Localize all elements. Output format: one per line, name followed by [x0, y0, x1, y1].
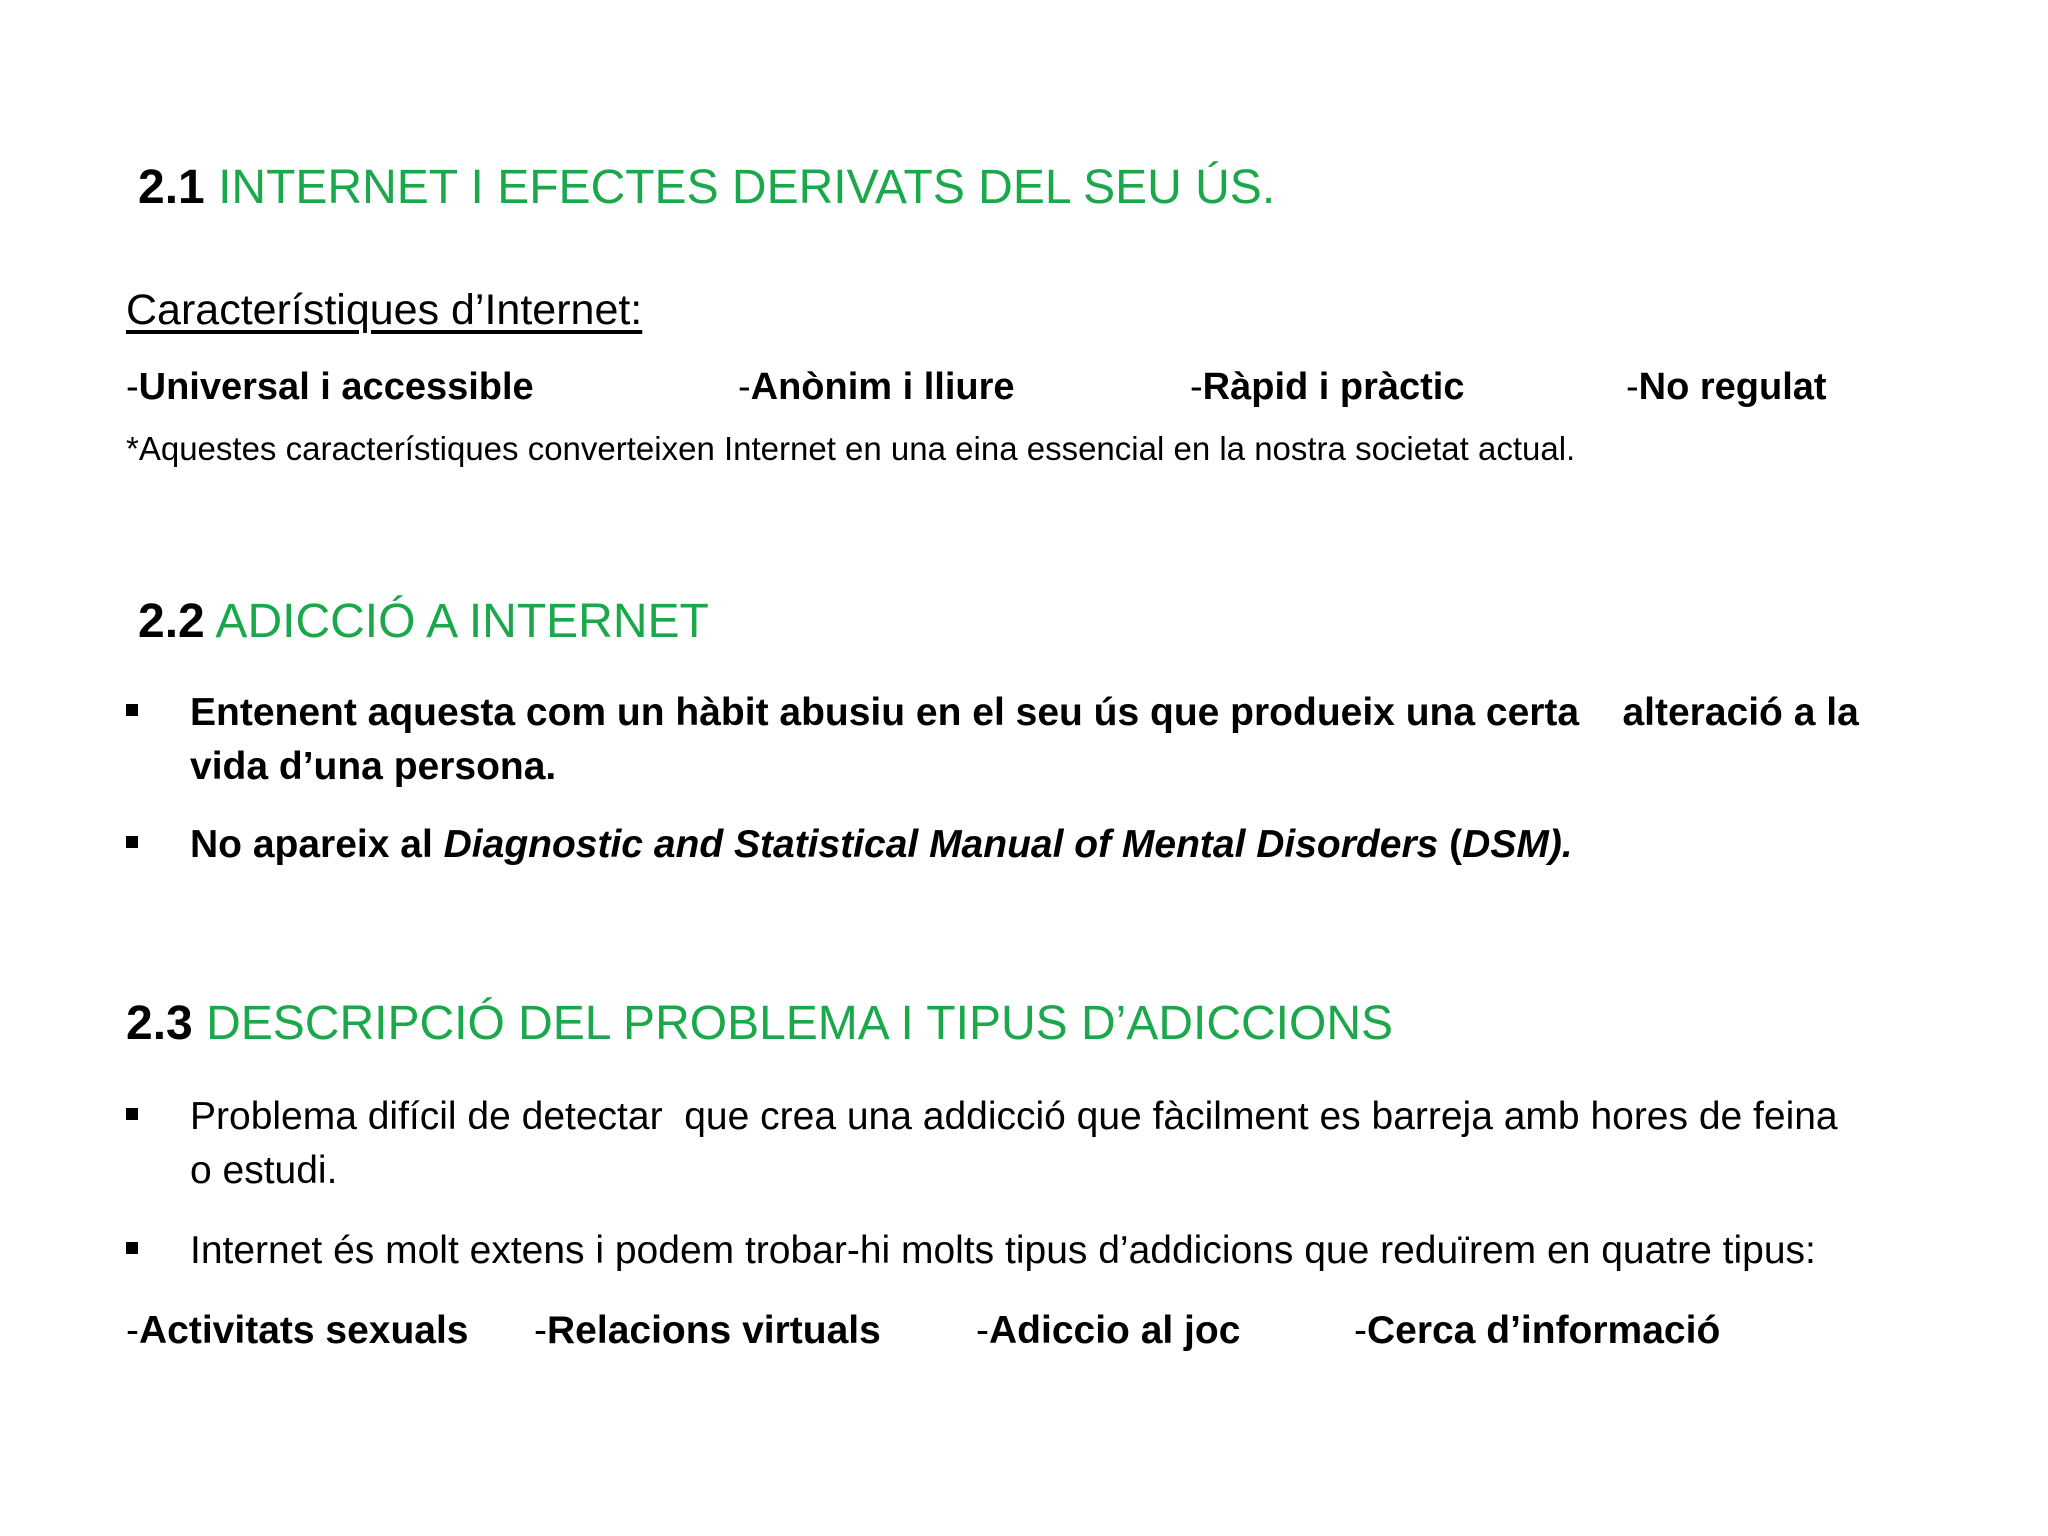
- list-item: [126, 1090, 1966, 1200]
- bullet-marker-icon: [126, 1242, 138, 1254]
- addiction-type-item: [1354, 1308, 1720, 1354]
- dash: -: [1354, 1309, 1367, 1352]
- dash: -: [1190, 366, 1203, 408]
- addiction-type-label: Adiccio al joc: [989, 1309, 1241, 1352]
- characteristic-label: No regulat: [1638, 366, 1827, 408]
- section-number: 2.1: [138, 161, 205, 214]
- bullet-marker-icon: [126, 1108, 138, 1120]
- addiction-type-label: Activitats sexuals: [139, 1309, 469, 1352]
- paren-open: (: [1438, 823, 1463, 866]
- section-title: INTERNET I EFECTES DERIVATS DEL SEU ÚS.: [218, 161, 1276, 214]
- bullet-text: Internet és molt extens i podem trobar-hi molts tipus d’addicions que reduïrem en quatre tipus:: [190, 1229, 1816, 1272]
- list-item: [126, 686, 1966, 796]
- bullet-line: Problema difícil de detectar que crea una addicció que fàcilment es barreja amb hores de feina: [190, 1095, 1838, 1138]
- characteristic-item: [1190, 364, 1465, 410]
- dash: -: [126, 366, 139, 408]
- dash: -: [1626, 366, 1639, 408]
- manual-abbreviation: DSM).: [1462, 823, 1573, 866]
- section-heading-2-2: [138, 594, 709, 650]
- dash: -: [976, 1309, 989, 1352]
- section-title: DESCRIPCIÓ DEL PROBLEMA I TIPUS D’ADICCIONS: [206, 997, 1393, 1050]
- section-number: 2.3: [126, 997, 193, 1050]
- bullet-line: Entenent aquesta com un hàbit abusiu en el seu ús que produeix una certa alteració a la: [190, 691, 1859, 734]
- list-item: [126, 818, 1966, 874]
- characteristics-subtitle: Característiques d’Internet:: [126, 286, 643, 334]
- bullet-line: o estudi.: [190, 1149, 338, 1192]
- dash: -: [534, 1309, 547, 1352]
- section-heading-2-1: [138, 160, 1275, 216]
- section-number: 2.2: [138, 595, 205, 648]
- bullet-text: [190, 686, 2048, 794]
- bullet-prefix: No apareix al: [190, 823, 444, 866]
- characteristic-label: Universal i accessible: [138, 366, 534, 408]
- bullet-marker-icon: [126, 704, 138, 716]
- characteristic-label: Anònim i lliure: [750, 366, 1015, 408]
- bullet-line: vida d’una persona.: [190, 745, 557, 788]
- characteristic-item: [738, 364, 1015, 410]
- characteristic-item: [1626, 364, 1827, 410]
- manual-title: Diagnostic and Statistical Manual of Mental Disorders: [443, 823, 1439, 866]
- dash: -: [738, 366, 751, 408]
- bullet-text: [190, 818, 2048, 872]
- addiction-type-label: Cerca d’informació: [1367, 1309, 1721, 1352]
- characteristics-note: *Aquestes característiques converteixen Internet en una eina essencial en la nostra societat actual.: [126, 430, 1576, 467]
- addiction-type-label: Relacions virtuals: [547, 1309, 881, 1352]
- characteristic-item: [126, 364, 534, 410]
- addiction-type-item: [534, 1308, 881, 1354]
- dash: -: [126, 1309, 139, 1352]
- list-item: [126, 1224, 1966, 1280]
- bullet-marker-icon: [126, 836, 138, 848]
- bullet-text: [190, 1090, 2048, 1198]
- section-heading-2-3: [126, 996, 1393, 1052]
- characteristic-label: Ràpid i pràctic: [1202, 366, 1465, 408]
- addiction-type-item: [976, 1308, 1240, 1354]
- addiction-type-item: [126, 1308, 469, 1354]
- section-title: ADICCIÓ A INTERNET: [215, 595, 709, 648]
